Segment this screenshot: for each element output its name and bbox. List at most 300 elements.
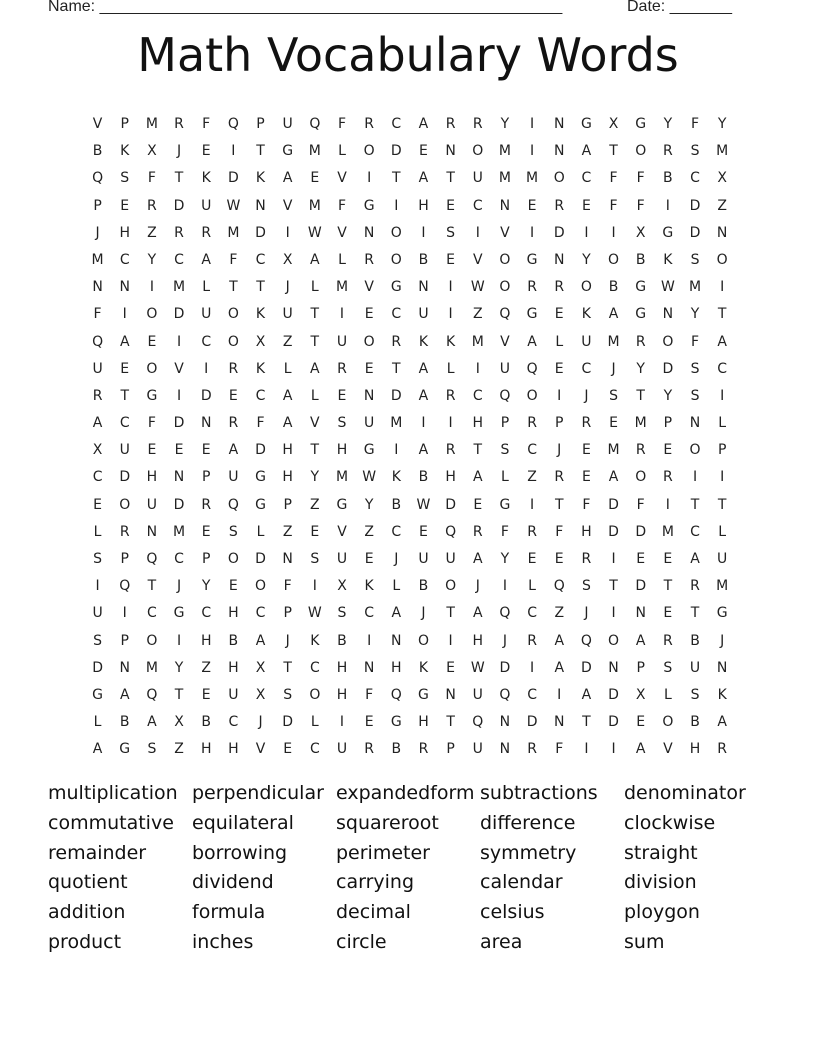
grid-letter[interactable]: N [445,686,456,703]
grid-letter[interactable]: F [636,170,645,187]
grid-letter[interactable]: H [418,714,429,731]
grid-letter[interactable]: P [93,197,102,214]
grid-letter[interactable]: E [527,551,537,567]
grid-letter[interactable]: E [364,306,374,323]
grid-letter[interactable]: I [611,551,616,567]
grid-letter[interactable]: M [716,143,729,160]
grid-letter[interactable]: P [201,469,211,486]
grid-letter[interactable]: R [527,523,537,540]
grid-letter[interactable]: N [119,659,130,676]
grid-letter[interactable]: C [147,605,157,622]
grid-letter[interactable]: E [93,496,102,513]
grid-letter[interactable]: A [418,116,429,132]
grid-letter[interactable]: T [446,170,455,187]
grid-letter[interactable]: W [226,197,241,214]
grid-letter[interactable]: Q [227,116,239,132]
grid-letter[interactable]: A [418,442,429,459]
grid-letter[interactable]: V [310,415,320,432]
grid-letter[interactable]: R [445,442,456,459]
grid-letter[interactable]: D [581,659,592,676]
grid-letter[interactable]: T [256,143,265,160]
grid-letter[interactable]: E [310,170,320,187]
grid-letter[interactable]: L [338,143,346,160]
grid-letter[interactable]: M [688,279,702,296]
grid-letter[interactable]: R [554,469,565,486]
grid-letter[interactable]: T [636,387,645,404]
grid-letter[interactable]: H [200,632,212,649]
grid-letter[interactable]: I [448,279,453,296]
grid-letter[interactable]: Q [445,523,457,540]
grid-letter[interactable]: Q [472,714,484,731]
grid-letter[interactable]: C [255,251,266,268]
grid-letter[interactable]: C [391,523,402,540]
grid-letter[interactable]: E [120,360,130,377]
grid-letter[interactable]: A [147,714,157,731]
grid-letter[interactable]: E [120,197,130,214]
grid-letter[interactable]: Q [526,360,538,377]
grid-letter[interactable]: T [392,360,401,377]
grid-letter[interactable]: C [364,605,375,622]
grid-letter[interactable]: R [472,523,483,540]
grid-letter[interactable]: I [367,632,372,649]
grid-letter[interactable]: Z [527,469,537,486]
grid-letter[interactable]: R [527,632,537,649]
grid-letter[interactable]: C [119,415,130,432]
grid-letter[interactable]: X [635,224,646,241]
grid-letter[interactable]: K [446,333,456,350]
grid-letter[interactable]: X [92,442,103,459]
grid-letter[interactable]: X [255,659,266,676]
grid-letter[interactable]: I [421,415,426,432]
grid-letter[interactable]: Y [690,306,700,323]
grid-letter[interactable]: W [470,279,485,296]
grid-letter[interactable]: Y [364,496,374,513]
grid-letter[interactable]: D [390,143,402,160]
grid-letter[interactable]: F [337,197,347,214]
grid-letter[interactable]: G [499,496,511,513]
grid-letter[interactable]: I [720,469,725,486]
grid-letter[interactable]: A [255,632,266,649]
grid-letter[interactable]: R [228,360,239,377]
grid-letter[interactable]: U [472,170,483,187]
grid-letter[interactable]: U [201,197,212,214]
grid-letter[interactable]: F [582,496,591,513]
grid-letter[interactable]: Z [282,333,293,350]
grid-letter[interactable]: T [609,578,618,595]
grid-letter[interactable]: M [498,170,511,187]
grid-letter[interactable]: I [149,279,154,296]
grid-letter[interactable]: E [147,333,157,350]
grid-letter[interactable]: Z [554,605,565,622]
grid-letter[interactable]: T [310,333,320,350]
grid-letter[interactable]: T [147,578,157,595]
grid-letter[interactable]: N [499,741,511,758]
grid-letter[interactable]: I [122,605,127,622]
date-field-label[interactable]: Date: _______ [627,0,732,15]
grid-letter[interactable]: Q [309,116,321,132]
grid-letter[interactable]: Y [174,659,184,676]
grid-letter[interactable]: E [609,415,618,432]
grid-letter[interactable]: K [310,632,320,649]
grid-letter[interactable]: R [418,741,429,758]
grid-letter[interactable]: I [665,197,670,214]
grid-letter[interactable]: F [690,333,700,350]
grid-letter[interactable]: U [119,442,130,459]
grid-letter[interactable]: O [227,333,239,350]
grid-letter[interactable]: K [255,170,266,187]
grid-letter[interactable]: G [255,469,266,486]
grid-letter[interactable]: L [256,523,265,540]
grid-letter[interactable]: A [418,170,429,187]
grid-letter[interactable]: X [282,251,293,268]
grid-letter[interactable]: W [362,469,377,486]
grid-letter[interactable]: N [92,279,103,296]
grid-letter[interactable]: P [663,415,673,432]
grid-letter[interactable]: V [500,333,510,350]
grid-letter[interactable]: C [717,360,728,377]
grid-letter[interactable]: U [581,333,592,350]
grid-letter[interactable]: D [200,387,212,404]
grid-letter[interactable]: I [475,360,480,377]
grid-letter[interactable]: J [557,442,562,459]
grid-letter[interactable]: K [255,360,266,377]
grid-letter[interactable]: R [445,116,456,132]
grid-letter[interactable]: T [174,686,184,703]
grid-letter[interactable]: P [555,415,564,432]
grid-letter[interactable]: T [446,605,455,622]
grid-letter[interactable]: D [608,714,619,731]
grid-letter[interactable]: G [526,251,538,268]
grid-letter[interactable]: E [636,714,646,731]
grid-letter[interactable]: P [717,442,727,459]
grid-letter[interactable]: N [553,143,565,160]
grid-letter[interactable]: C [309,741,320,758]
grid-letter[interactable]: S [500,442,510,459]
grid-letter[interactable]: V [92,116,103,132]
grid-letter[interactable]: C [174,551,184,567]
grid-letter[interactable]: U [445,551,456,567]
grid-letter[interactable]: Y [636,360,645,377]
grid-letter[interactable]: Y [663,116,673,132]
grid-letter[interactable]: J [176,578,182,595]
grid-letter[interactable]: F [555,741,564,758]
grid-letter[interactable]: P [120,632,129,649]
grid-letter[interactable]: T [717,496,727,513]
grid-letter[interactable]: R [119,523,130,540]
grid-letter[interactable]: W [470,659,485,676]
grid-letter[interactable]: R [662,632,673,649]
grid-letter[interactable]: C [690,170,700,187]
grid-letter[interactable]: U [146,496,158,513]
grid-letter[interactable]: L [555,333,564,350]
grid-letter[interactable]: I [584,224,589,241]
grid-letter[interactable]: C [690,523,700,540]
grid-letter[interactable]: O [580,279,592,296]
grid-letter[interactable]: D [445,496,456,513]
grid-letter[interactable]: V [364,279,374,296]
grid-letter[interactable]: Q [119,578,131,595]
grid-letter[interactable]: I [665,496,670,513]
grid-letter[interactable]: H [689,741,701,758]
grid-letter[interactable]: E [419,523,428,540]
grid-letter[interactable]: E [473,496,483,513]
grid-letter[interactable]: H [445,469,456,486]
grid-letter[interactable]: C [174,251,184,268]
grid-letter[interactable]: I [448,415,453,432]
grid-letter[interactable]: I [611,741,616,758]
grid-letter[interactable]: Q [553,578,565,595]
grid-letter[interactable]: Q [499,387,511,404]
grid-letter[interactable]: S [228,523,238,540]
grid-letter[interactable]: Q [146,686,158,703]
grid-letter[interactable]: X [337,578,347,595]
grid-letter[interactable]: U [717,551,728,567]
grid-letter[interactable]: N [200,415,212,432]
grid-letter[interactable]: R [662,469,673,486]
grid-letter[interactable]: D [255,551,266,567]
grid-letter[interactable]: N [499,197,511,214]
grid-letter[interactable]: M [607,333,620,350]
grid-letter[interactable]: A [92,741,103,758]
grid-letter[interactable]: V [337,523,347,540]
grid-letter[interactable]: A [282,170,293,187]
grid-letter[interactable]: C [119,251,130,268]
grid-letter[interactable]: L [663,686,672,703]
grid-letter[interactable]: R [337,360,347,377]
grid-letter[interactable]: C [527,442,537,459]
grid-letter[interactable]: F [365,686,374,703]
grid-letter[interactable]: B [201,714,211,731]
grid-letter[interactable]: S [690,251,700,268]
grid-letter[interactable]: A [119,686,130,703]
grid-letter[interactable]: L [93,714,102,731]
grid-letter[interactable]: I [720,279,725,296]
grid-letter[interactable]: D [635,578,647,595]
grid-letter[interactable]: E [581,197,591,214]
grid-letter[interactable]: D [635,523,647,540]
grid-letter[interactable]: O [363,333,375,350]
grid-letter[interactable]: K [120,143,130,160]
grid-letter[interactable]: F [609,197,618,214]
grid-letter[interactable]: T [690,496,700,513]
grid-letter[interactable]: D [608,523,619,540]
grid-letter[interactable]: Z [201,659,211,676]
grid-letter[interactable]: U [201,306,212,323]
grid-letter[interactable]: I [692,469,698,486]
grid-letter[interactable]: X [174,714,184,731]
grid-letter[interactable]: L [310,714,319,731]
grid-letter[interactable]: R [147,197,157,214]
grid-letter[interactable]: T [582,714,591,731]
grid-letter[interactable]: U [282,116,293,132]
grid-letter[interactable]: S [120,170,130,187]
grid-letter[interactable]: L [718,523,727,540]
grid-letter[interactable]: D [553,224,565,241]
grid-letter[interactable]: D [255,224,266,241]
grid-letter[interactable]: T [609,143,618,160]
grid-letter[interactable]: B [337,632,347,649]
grid-letter[interactable]: S [337,415,347,432]
grid-letter[interactable]: C [391,306,402,323]
grid-letter[interactable]: E [663,605,673,622]
grid-letter[interactable]: Z [364,523,374,540]
grid-letter[interactable]: S [446,224,456,241]
grid-letter[interactable]: G [662,224,674,241]
grid-letter[interactable]: V [663,741,673,758]
grid-letter[interactable]: M [308,143,321,160]
grid-letter[interactable]: I [176,632,182,649]
grid-letter[interactable]: P [500,415,510,432]
grid-letter[interactable]: L [338,251,346,268]
grid-letter[interactable]: U [418,551,429,567]
grid-letter[interactable]: F [147,415,156,432]
grid-letter[interactable]: D [282,714,294,731]
grid-letter[interactable]: D [173,496,185,513]
grid-letter[interactable]: S [609,387,618,404]
grid-letter[interactable]: A [690,551,700,567]
grid-letter[interactable]: B [228,632,239,649]
grid-letter[interactable]: I [394,197,399,214]
grid-letter[interactable]: A [282,387,293,404]
grid-letter[interactable]: P [283,496,292,513]
grid-letter[interactable]: I [502,578,507,595]
grid-letter[interactable]: M [227,224,240,241]
grid-letter[interactable]: H [336,686,348,703]
grid-letter[interactable]: J [475,578,480,595]
grid-letter[interactable]: I [312,578,317,595]
grid-letter[interactable]: D [119,469,131,486]
grid-letter[interactable]: A [527,333,537,350]
grid-letter[interactable]: V [337,224,347,241]
grid-letter[interactable]: I [176,333,182,350]
grid-letter[interactable]: G [146,387,158,404]
grid-letter[interactable]: U [418,306,429,323]
grid-letter[interactable]: D [608,686,619,703]
grid-letter[interactable]: J [584,605,589,622]
grid-letter[interactable]: E [201,143,211,160]
grid-letter[interactable]: S [663,659,673,676]
grid-letter[interactable]: O [662,333,674,350]
grid-letter[interactable]: F [636,197,645,214]
grid-letter[interactable]: F [283,578,292,595]
grid-letter[interactable]: H [336,442,348,459]
grid-letter[interactable]: L [446,360,455,377]
grid-letter[interactable]: F [256,415,265,432]
grid-letter[interactable]: L [310,279,319,296]
grid-letter[interactable]: E [201,442,211,459]
grid-letter[interactable]: N [608,659,619,676]
grid-letter[interactable]: O [472,143,484,160]
grid-letter[interactable]: C [581,170,592,187]
grid-letter[interactable]: S [310,551,320,567]
grid-letter[interactable]: H [418,197,429,214]
grid-letter[interactable]: E [283,741,293,758]
grid-letter[interactable]: F [337,116,347,132]
grid-letter[interactable]: H [146,469,158,486]
grid-letter[interactable]: R [527,741,537,758]
grid-letter[interactable]: M [661,523,674,540]
grid-letter[interactable]: C [581,360,592,377]
grid-letter[interactable]: X [608,116,619,132]
grid-letter[interactable]: N [391,632,402,649]
grid-letter[interactable]: C [309,659,320,676]
grid-letter[interactable]: C [92,469,103,486]
grid-letter[interactable]: S [690,387,700,404]
grid-letter[interactable]: R [581,551,592,567]
grid-letter[interactable]: E [446,659,456,676]
grid-letter[interactable]: I [285,224,290,241]
grid-letter[interactable]: I [367,170,372,187]
grid-letter[interactable]: E [364,360,374,377]
grid-letter[interactable]: A [418,387,429,404]
grid-letter[interactable]: O [255,578,267,595]
grid-letter[interactable]: N [689,415,701,432]
grid-letter[interactable]: D [173,197,185,214]
grid-letter[interactable]: D [608,496,619,513]
grid-letter[interactable]: E [364,551,374,567]
grid-letter[interactable]: P [120,551,129,567]
grid-letter[interactable]: A [717,333,727,350]
grid-letter[interactable]: N [363,659,375,676]
grid-letter[interactable]: G [390,714,402,731]
grid-letter[interactable]: N [282,551,293,567]
grid-letter[interactable]: G [390,279,402,296]
grid-letter[interactable]: P [256,116,265,132]
grid-letter[interactable]: P [636,659,645,676]
grid-letter[interactable]: O [309,686,321,703]
grid-letter[interactable]: A [472,605,483,622]
grid-letter[interactable]: O [635,143,647,160]
grid-letter[interactable]: H [282,442,293,459]
grid-letter[interactable]: N [255,197,266,214]
grid-letter[interactable]: B [92,143,103,160]
grid-letter[interactable]: A [554,632,565,649]
grid-letter[interactable]: Q [227,496,239,513]
grid-letter[interactable]: I [557,686,562,703]
grid-letter[interactable]: E [228,578,238,595]
grid-letter[interactable]: E [174,442,184,459]
grid-letter[interactable]: X [255,333,266,350]
grid-letter[interactable]: O [662,714,674,731]
grid-letter[interactable]: K [201,170,211,187]
grid-letter[interactable]: N [553,116,565,132]
grid-letter[interactable]: R [527,415,537,432]
grid-letter[interactable]: M [335,469,349,486]
grid-letter[interactable]: J [258,714,263,731]
grid-letter[interactable]: A [635,632,646,649]
grid-letter[interactable]: A [418,360,429,377]
grid-letter[interactable]: F [690,116,700,132]
grid-letter[interactable]: R [174,224,184,241]
grid-letter[interactable]: O [499,279,511,296]
grid-letter[interactable]: I [95,578,100,595]
grid-letter[interactable]: K [717,686,727,703]
grid-letter[interactable]: L [93,523,102,540]
grid-letter[interactable]: K [255,306,266,323]
grid-letter[interactable]: X [635,686,646,703]
grid-letter[interactable]: H [228,741,239,758]
grid-letter[interactable]: F [229,251,238,268]
grid-letter[interactable]: Q [499,306,511,323]
grid-letter[interactable]: O [146,360,158,377]
grid-letter[interactable]: T [717,306,727,323]
grid-letter[interactable]: X [147,143,157,160]
grid-letter[interactable]: U [228,469,239,486]
grid-letter[interactable]: V [174,360,184,377]
grid-letter[interactable]: R [445,387,456,404]
grid-letter[interactable]: F [500,523,509,540]
grid-letter[interactable]: R [364,741,374,758]
